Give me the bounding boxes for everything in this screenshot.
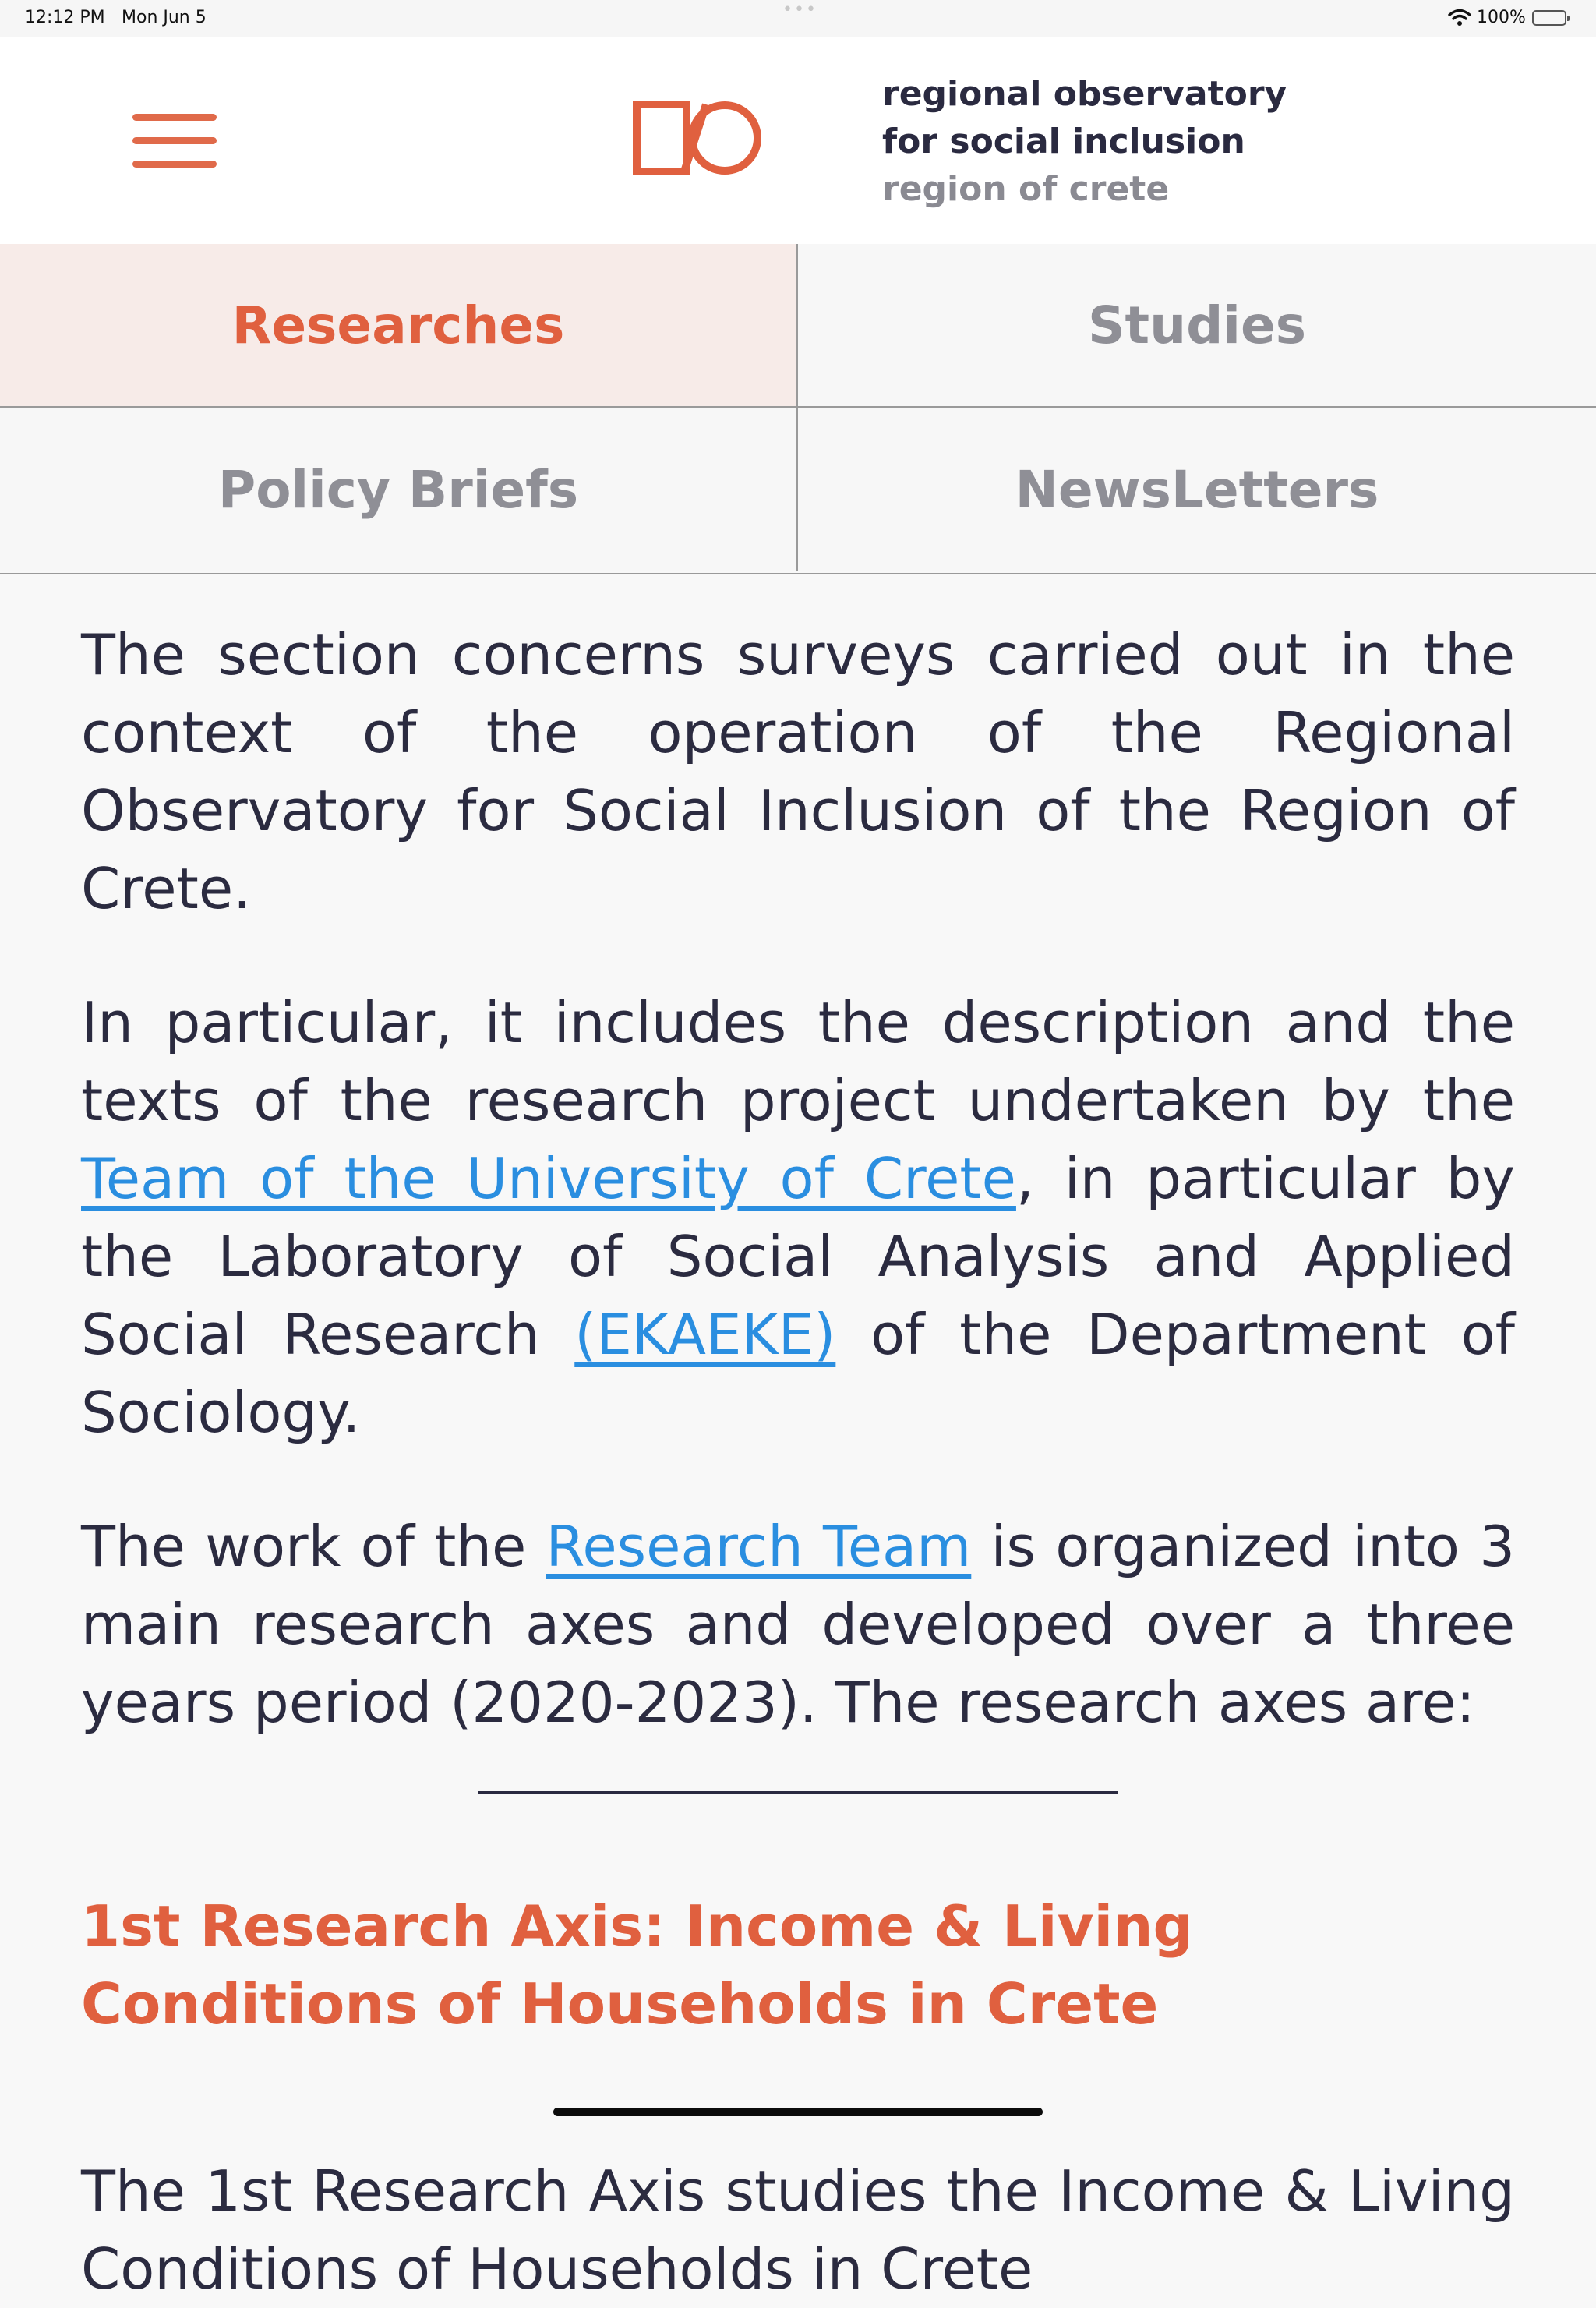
menu-icon[interactable] (132, 114, 217, 168)
section-tabs (0, 244, 1596, 574)
ekaeke-link[interactable]: (EKAEKE) (574, 1302, 836, 1367)
multitasking-dots[interactable]: ••• (782, 0, 817, 19)
battery-percent: 100% (1477, 8, 1526, 27)
brand-title (882, 70, 1287, 213)
brand-line-3: region of crete (882, 169, 1170, 209)
intro-paragraph: The section concerns surveys carried out in the context of the operation of the Regional Observatory for Social Inclusion of the Region of Crete. (81, 622, 1515, 921)
detail-paragraph: In particular, it includes the description and the texts of the research project undertaken by the Team of the University of Crete, in particular by the Laboratory of Social Analysis and Applied Social Research (EKAEKE) of the Department of Sociology. (81, 990, 1516, 1445)
home-indicator[interactable] (553, 2108, 1043, 2116)
main-content (81, 616, 1516, 2302)
tab-policy-briefs[interactable]: Policy Briefs (0, 408, 798, 571)
status-time: 12:12 PM (25, 8, 105, 27)
status-date: Mon Jun 5 (122, 8, 207, 27)
axis-1-title: 1st Research Axis: Income & Living Conditions of Households in Crete (81, 1893, 1193, 2037)
axes-paragraph: The work of the Research Team is organized into 3 main research axes and developed over a three years period (2020-2023). The research axes are: (81, 1514, 1515, 1735)
tab-studies[interactable]: Studies (798, 244, 1596, 408)
axis-1-text: The 1st Research Axis studies the Income & Living Conditions of Households in Crete (81, 2158, 1515, 2302)
status-bar (0, 0, 1596, 37)
tab-researches[interactable]: Researches (0, 244, 798, 408)
battery-icon (1532, 10, 1566, 26)
research-team-link[interactable]: Research Team (546, 1514, 972, 1579)
university-team-link[interactable]: Team of the University of Crete (81, 1146, 1016, 1211)
brand-line-1: regional observatory (882, 74, 1287, 114)
wifi-icon (1448, 8, 1471, 31)
app-header (0, 37, 1596, 246)
brand-line-2: for social inclusion (882, 122, 1245, 161)
divider (478, 1791, 1118, 1794)
tab-newsletters[interactable]: NewsLetters (798, 408, 1596, 571)
observatory-logo[interactable] (633, 98, 764, 179)
